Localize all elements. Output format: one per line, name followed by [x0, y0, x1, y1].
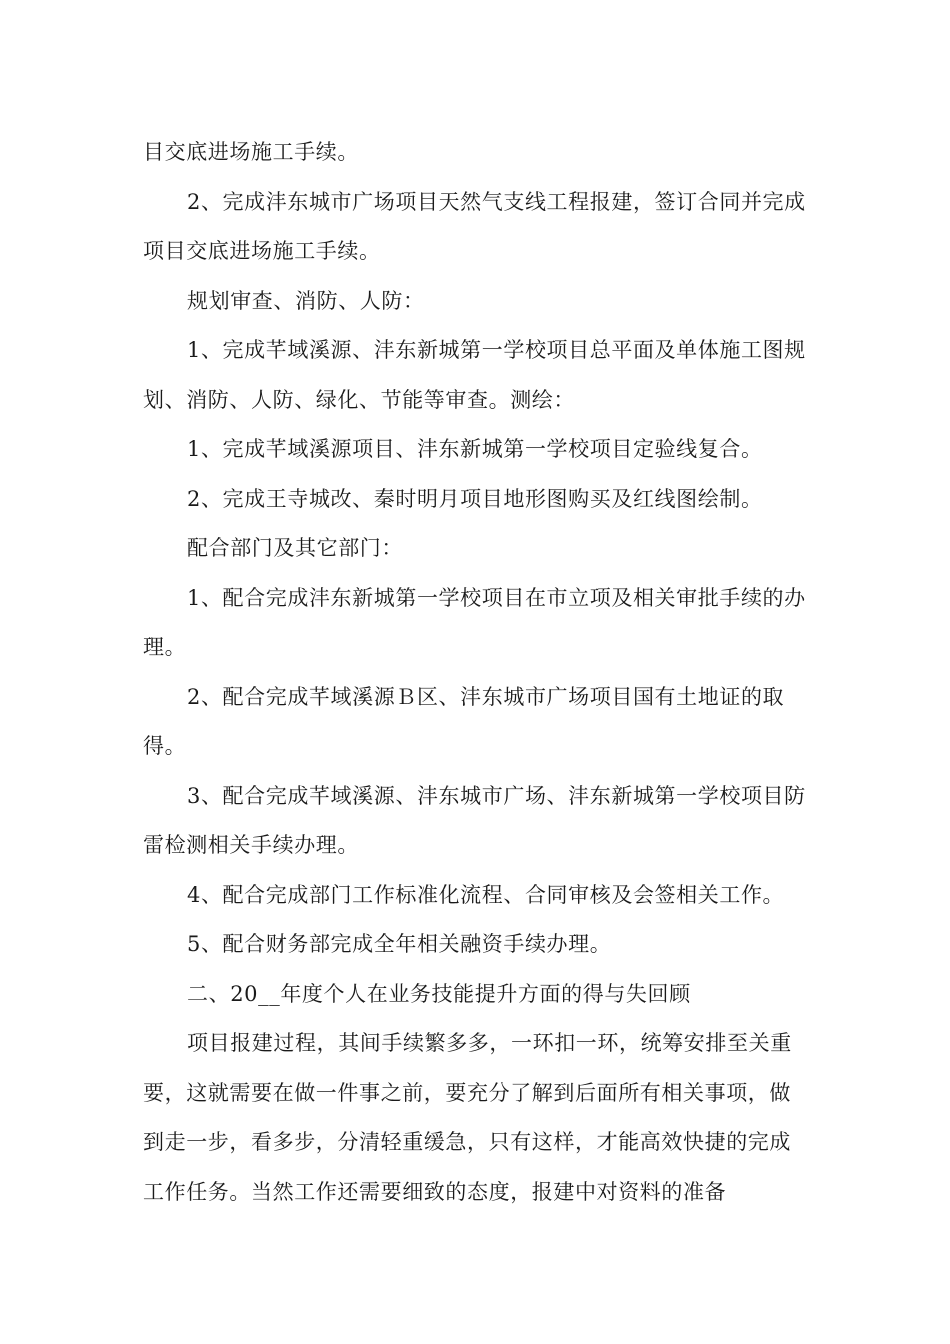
paragraph: 项目报建过程，其间手续繁多多，一环扣一环，统筹安排至关重要，这就需要在做一件事之前，要充分了解到后面所有相关事项，做到走一步，看多步，分清轻重缓急，只有这样，才能高效快捷的完成工作任务。当然工作还需要细致的态度，报建中对资料的准备: [143, 1031, 792, 1204]
paragraph: 目交底进场施工手续。: [143, 140, 359, 164]
section-heading: 二、20__年度个人在业务技能提升方面的得与失回顾: [187, 981, 691, 1006]
paragraph: 4、配合完成部门工作标准化流程、合同审核及会签相关工作。: [187, 882, 785, 907]
paragraph: 1、完成芊域溪源项目、沣东新城第一学校项目定验线复合。: [187, 437, 763, 461]
paragraph: 3、配合完成芊域溪源、沣东城市广场、沣东新城第一学校项目防雷检测相关手续办理。: [143, 783, 806, 857]
paragraph: 2、完成王寺城改、秦时明月项目地形图购买及红线图绘制。: [187, 486, 763, 511]
paragraph: 2、完成沣东城市广场项目天然气支线工程报建，签订合同并完成项目交底进场施工手续。: [143, 189, 806, 263]
paragraph: 5、配合财务部完成全年相关融资手续办理。: [187, 932, 612, 956]
document-body: [143, 128, 808, 1217]
paragraph: 1、配合完成沣东新城第一学校项目在市立项及相关审批手续的办理。: [143, 585, 806, 659]
section-heading: 规划审查、消防、人防：: [187, 288, 425, 313]
paragraph: 1、完成芊域溪源、沣东新城第一学校项目总平面及单体施工图规划、消防、人防、绿化、节能等审查。测绘：: [143, 338, 806, 412]
section-heading: 配合部门及其它部门：: [187, 536, 403, 560]
paragraph: 2、配合完成芊域溪源Ｂ区、沣东城市广场项目国有土地证的取得。: [143, 684, 785, 758]
